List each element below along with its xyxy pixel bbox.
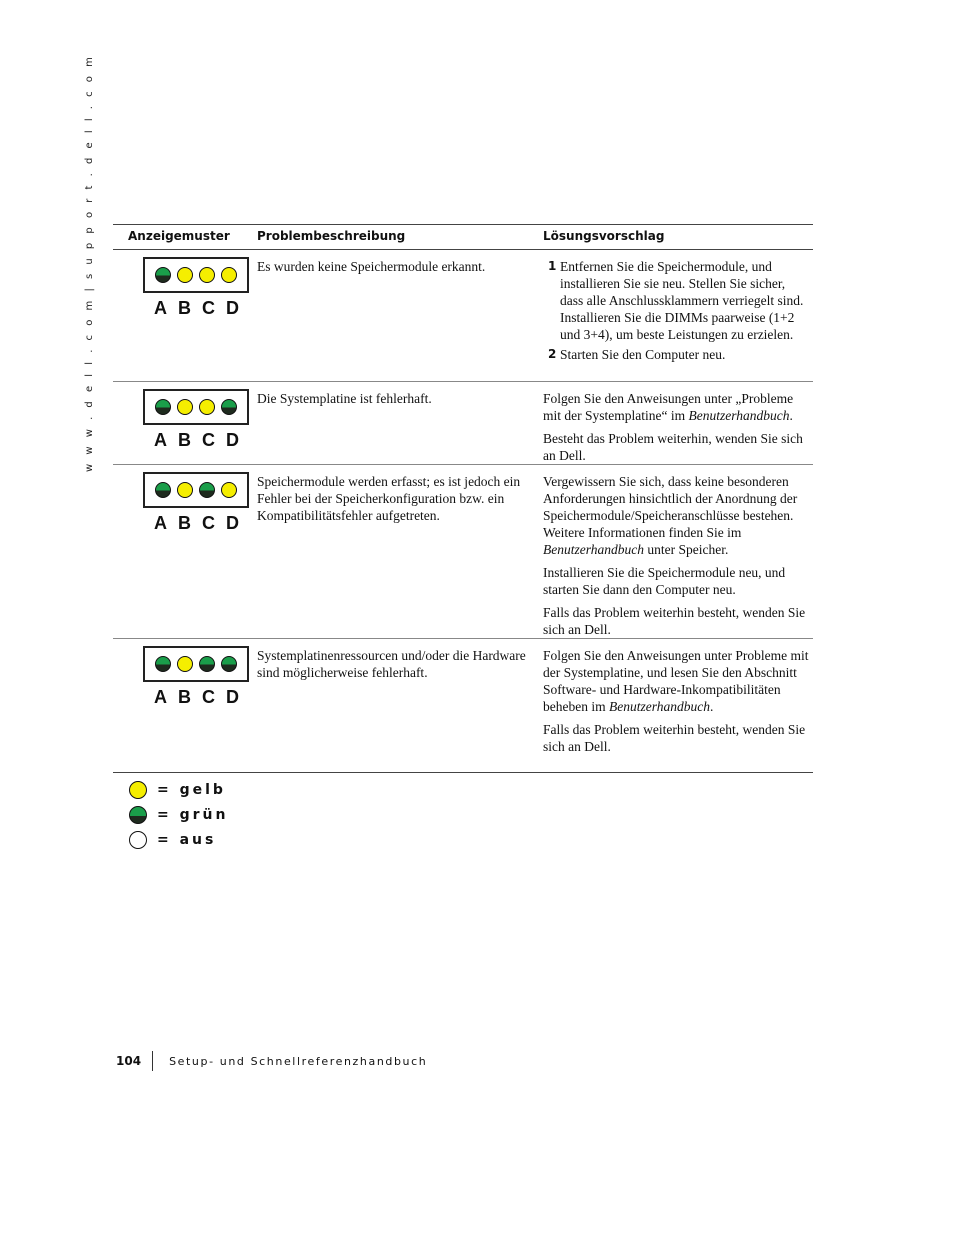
letter-b: B (178, 513, 191, 533)
letter-b: B (178, 430, 191, 450)
solution-paragraph: Installieren Sie die Speichermodule neu, und starten Sie dann den Computer neu. (543, 565, 786, 597)
solution-paragraph: Besteht das Problem weiterhin, wenden Sie sich an Dell. (543, 431, 803, 463)
letter-d: D (226, 513, 239, 533)
led-panel (143, 472, 249, 508)
led-c-icon (199, 267, 215, 283)
legend-item-off (129, 827, 228, 852)
led-d-icon (221, 399, 237, 415)
led-d-icon (221, 267, 237, 283)
solution-text (543, 639, 813, 772)
problem-text: Systemplatinenressourcen und/oder die Hardware sind möglicherweise fehlerhaft. (257, 648, 526, 680)
letter-c: C (202, 513, 215, 533)
led-panel (143, 257, 249, 293)
solution-text (543, 250, 813, 381)
table-row (113, 465, 813, 639)
header-solution: Lösungsvorschlag (543, 229, 665, 243)
legend-item-yellow (129, 777, 228, 802)
led-letters (154, 687, 257, 708)
led-a-icon (155, 399, 171, 415)
off-led-icon (129, 831, 147, 849)
indicator-pattern (113, 250, 257, 381)
table-row (113, 639, 813, 773)
legend-label: = grün (157, 806, 229, 823)
letter-d: D (226, 430, 239, 450)
indicator-pattern (113, 465, 257, 638)
table-row (113, 382, 813, 465)
led-b-icon (177, 267, 193, 283)
led-legend (129, 777, 228, 852)
letter-a: A (154, 430, 167, 450)
problem-text: Es wurden keine Speichermodule erkannt. (257, 259, 486, 274)
page-number: 104 (116, 1054, 142, 1068)
step-number: 2 (548, 347, 557, 361)
letter-c: C (202, 430, 215, 450)
footer-divider (152, 1051, 153, 1071)
led-b-icon (177, 399, 193, 415)
led-d-icon (221, 656, 237, 672)
green-led-icon (129, 806, 147, 824)
indicator-pattern (113, 639, 257, 772)
led-a-icon (155, 656, 171, 672)
letter-d: D (226, 298, 239, 318)
led-letters (154, 298, 257, 319)
solution-paragraph: Falls das Problem weiterhin besteht, wenden Sie sich an Dell. (543, 722, 806, 754)
header-problem-description: Problembeschreibung (257, 229, 406, 243)
led-diagnostics-table (113, 224, 813, 773)
solution-paragraph: Vergewissern Sie sich, dass keine besonderen Anforderungen hinsichtlich der Anordnung der Speichermodule/Speicheranschlüsse bestehen. Weitere Informationen finden Sie im Benutzerhandbuch unter Speicher. (543, 474, 798, 557)
indicator-pattern (113, 382, 257, 464)
led-b-icon (177, 482, 193, 498)
led-letters (154, 513, 257, 534)
solution-text (543, 465, 813, 638)
led-b-icon (177, 656, 193, 672)
led-panel (143, 389, 249, 425)
led-a-icon (155, 267, 171, 283)
letter-d: D (226, 687, 239, 707)
led-c-icon (199, 656, 215, 672)
letter-a: A (154, 298, 167, 318)
led-panel (143, 646, 249, 682)
document-title: Setup- und Schnellreferenzhandbuch (169, 1054, 428, 1068)
letter-b: B (178, 687, 191, 707)
header-indicator-pattern: Anzeigemuster (128, 229, 230, 243)
solution-step (543, 258, 809, 343)
side-url: w w w . d e l l . c o m | s u p p o r t . d e l l . c o m (84, 54, 95, 472)
led-c-icon (199, 482, 215, 498)
solution-paragraph: Falls das Problem weiterhin besteht, wenden Sie sich an Dell. (543, 605, 806, 637)
letter-c: C (202, 687, 215, 707)
manual-reference: Benutzerhandbuch (688, 408, 790, 423)
letter-c: C (202, 298, 215, 318)
legend-label: = aus (157, 831, 217, 848)
solution-paragraph: Folgen Sie den Anweisungen unter Probleme mit der Systemplatine, und lesen Sie den Abschnitt Software- und Hardware-Inkompatibilitäten beheben im Benutzerhandbuch. (543, 648, 809, 714)
led-letters (154, 430, 257, 451)
problem-text: Speichermodule werden erfasst; es ist jedoch ein Fehler bei der Speicherkonfiguration bzw. ein Kompatibilitätsfehler aufgetreten. (257, 474, 521, 523)
letter-a: A (154, 687, 167, 707)
legend-label: = gelb (157, 781, 226, 798)
table-header (113, 225, 813, 250)
table-row (113, 250, 813, 382)
solution-paragraph: Folgen Sie den Anweisungen unter „Probleme mit der Systemplatine“ im Benutzerhandbuch. (543, 391, 794, 423)
manual-reference: Benutzerhandbuch (543, 542, 644, 557)
led-a-icon (155, 482, 171, 498)
led-c-icon (199, 399, 215, 415)
led-d-icon (221, 482, 237, 498)
yellow-led-icon (129, 781, 147, 799)
legend-item-green (129, 802, 228, 827)
step-text: Entfernen Sie die Speichermodule, und installieren Sie sie neu. Stellen Sie sicher, dass alle Anschlussklammern verriegelt sind. Installieren Sie die DIMMs paarweise (1+2 und 3+4), um beste Leistungen zu erzielen. (560, 259, 804, 342)
page-footer (116, 1050, 427, 1072)
problem-text: Die Systemplatine ist fehlerhaft. (257, 391, 432, 406)
letter-b: B (178, 298, 191, 318)
solution-text (543, 382, 813, 464)
letter-a: A (154, 513, 167, 533)
manual-reference: Benutzerhandbuch (608, 699, 710, 714)
solution-step (543, 346, 809, 363)
step-number: 1 (548, 259, 557, 273)
step-text: Starten Sie den Computer neu. (560, 347, 726, 362)
